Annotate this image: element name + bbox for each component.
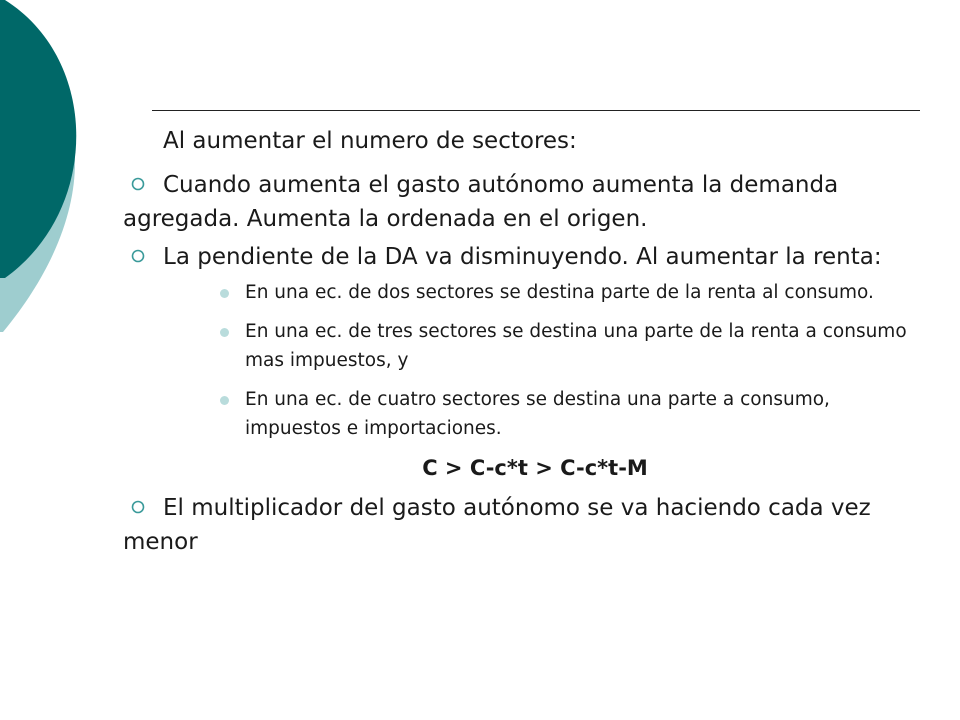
dark-teal-crescent: [0, 0, 76, 278]
filled-circle-icon: [220, 289, 229, 298]
hollow-circle-icon: [123, 240, 163, 274]
hollow-circle-icon: [123, 168, 163, 202]
sub-bullet-item: [123, 278, 923, 307]
sub-bullet-item: [123, 385, 923, 443]
bullet-item: [123, 491, 923, 559]
decorative-shapes: [0, 0, 110, 340]
sub-bullet-text: En una ec. de tres sectores se destina una parte de la renta a consumo mas impuestos, y: [245, 321, 907, 371]
slide-body: [123, 124, 923, 563]
sub-bullet-item: [123, 317, 923, 375]
filled-circle-icon: [220, 396, 229, 405]
sub-bullet-text: En una ec. de cuatro sectores se destina una parte a consumo, impuestos e importaciones.: [245, 389, 830, 439]
sub-bullet-text: En una ec. de dos sectores se destina parte de la renta al consumo.: [245, 282, 874, 303]
intro-text: Al aumentar el numero de sectores:: [163, 128, 577, 154]
title-divider: [152, 110, 920, 111]
filled-circle-icon: [220, 328, 229, 337]
formula: C > C-c*t > C-c*t-M: [422, 456, 648, 480]
bullet-text: El multiplicador del gasto autónomo se va haciendo cada vez menor: [123, 495, 871, 555]
hollow-circle-icon: [123, 491, 163, 525]
bullet-text: Cuando aumenta el gasto autónomo aumenta la demanda agregada. Aumenta la ordenada en el origen.: [123, 172, 839, 232]
bullet-item: [123, 168, 923, 236]
intro-line: [123, 124, 923, 158]
bullet-text: La pendiente de la DA va disminuyendo. Al aumentar la renta:: [163, 244, 882, 270]
bullet-item: [123, 240, 923, 274]
